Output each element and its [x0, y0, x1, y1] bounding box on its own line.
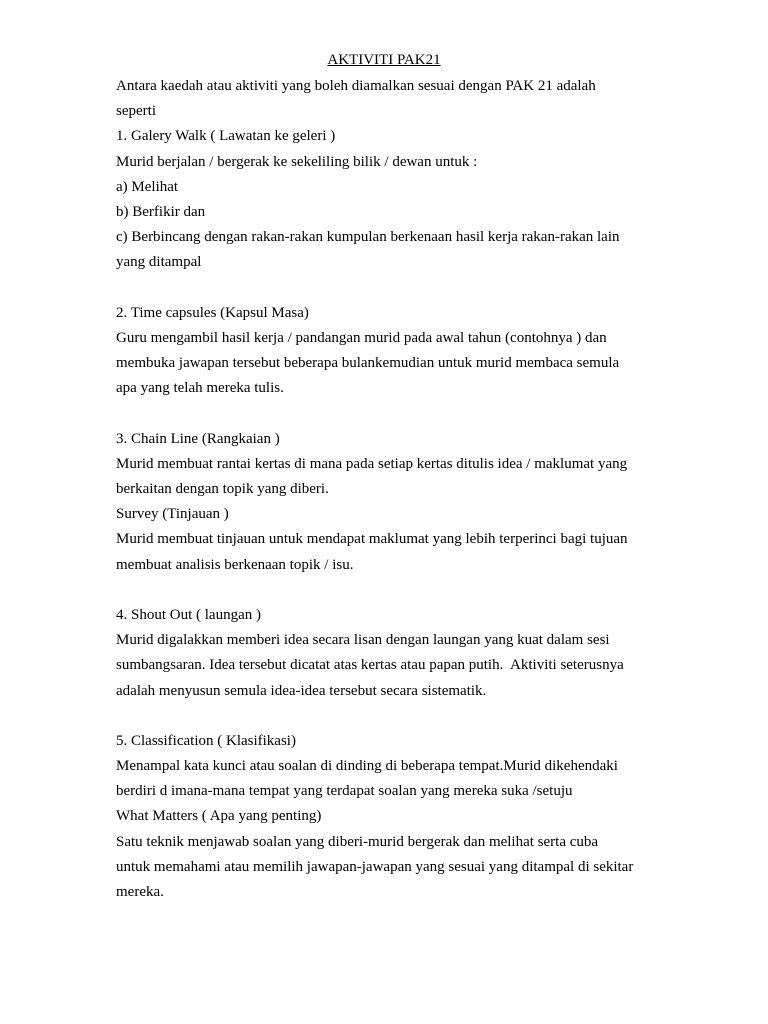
list-item: a) Melihat	[116, 178, 179, 195]
blank-line	[116, 401, 676, 426]
blank-line	[116, 704, 676, 729]
body-line: adalah menyusun semula idea-idea tersebut secara sistematik.	[116, 682, 487, 699]
body-line: membuat analisis berkenaan topik / isu.	[116, 556, 354, 573]
document-title: AKTIVITI PAK21	[327, 52, 441, 68]
body-line: Menampal kata kunci atau soalan di dinding di beberapa tempat.Murid dikehendaki	[116, 758, 618, 775]
body-line: Murid membuat tinjauan untuk mendapat maklumat yang lebih terperinci bagi tujuan	[116, 531, 628, 548]
body-line: apa yang telah mereka tulis.	[116, 380, 284, 397]
body-line: Murid membuat rantai kertas di mana pada setiap kertas ditulis idea / maklumat yang	[116, 455, 628, 472]
body-line: berkaitan dengan topik yang diberi.	[116, 481, 329, 497]
body-line: yang ditampal	[116, 254, 202, 271]
body-line: Murid digalakkan memberi idea secara lisan dengan laungan yang kuat dalam sesi	[116, 632, 610, 649]
section-heading-chain-line: 3. Chain Line (Rangkaian )	[116, 430, 280, 447]
section-heading-shout-out: 4. Shout Out ( laungan )	[116, 606, 261, 623]
section-heading-classification: 5. Classification ( Klasifikasi)	[116, 732, 296, 749]
subheading-survey: Survey (Tinjauan )	[116, 506, 229, 523]
body-line: Antara kaedah atau aktiviti yang boleh diamalkan sesuai dengan PAK 21 adalah	[116, 78, 596, 94]
blank-line	[116, 578, 676, 603]
subheading-what-matters: What Matters ( Apa yang penting)	[116, 808, 322, 825]
list-item: b) Berfikir dan	[116, 203, 206, 220]
body-line: mereka.	[116, 884, 164, 900]
body-line: seperti	[116, 103, 156, 120]
body-line: sumbangsaran. Idea tersebut dicatat atas kertas atau papan putih. Aktiviti seterusnya	[116, 657, 624, 674]
body-line: membuka jawapan tersebut beberapa bulankemudian untuk murid membaca semula	[116, 355, 620, 372]
section-heading-galery-walk: 1. Galery Walk ( Lawatan ke geleri )	[116, 128, 336, 145]
document-body	[116, 74, 676, 905]
body-line: untuk memahami atau memilih jawapan-jawapan yang sesuai yang ditampal di sekitar	[116, 858, 634, 875]
body-line: Guru mengambil hasil kerja / pandangan murid pada awal tahun (contohnya ) dan	[116, 329, 607, 346]
body-line: Murid berjalan / bergerak ke sekeliling bilik / dewan untuk :	[116, 153, 478, 170]
section-heading-time-capsules: 2. Time capsules (Kapsul Masa)	[116, 304, 309, 321]
blank-line	[116, 276, 676, 301]
body-line: Satu teknik menjawab soalan yang diberi-murid bergerak dan melihat serta cuba	[116, 833, 599, 850]
list-item: c) Berbincang dengan rakan-rakan kumpulan berkenaan hasil kerja rakan-rakan lain	[116, 229, 620, 246]
body-line: berdiri d imana-mana tempat yang terdapat soalan yang mereka suka /setuju	[116, 783, 573, 800]
